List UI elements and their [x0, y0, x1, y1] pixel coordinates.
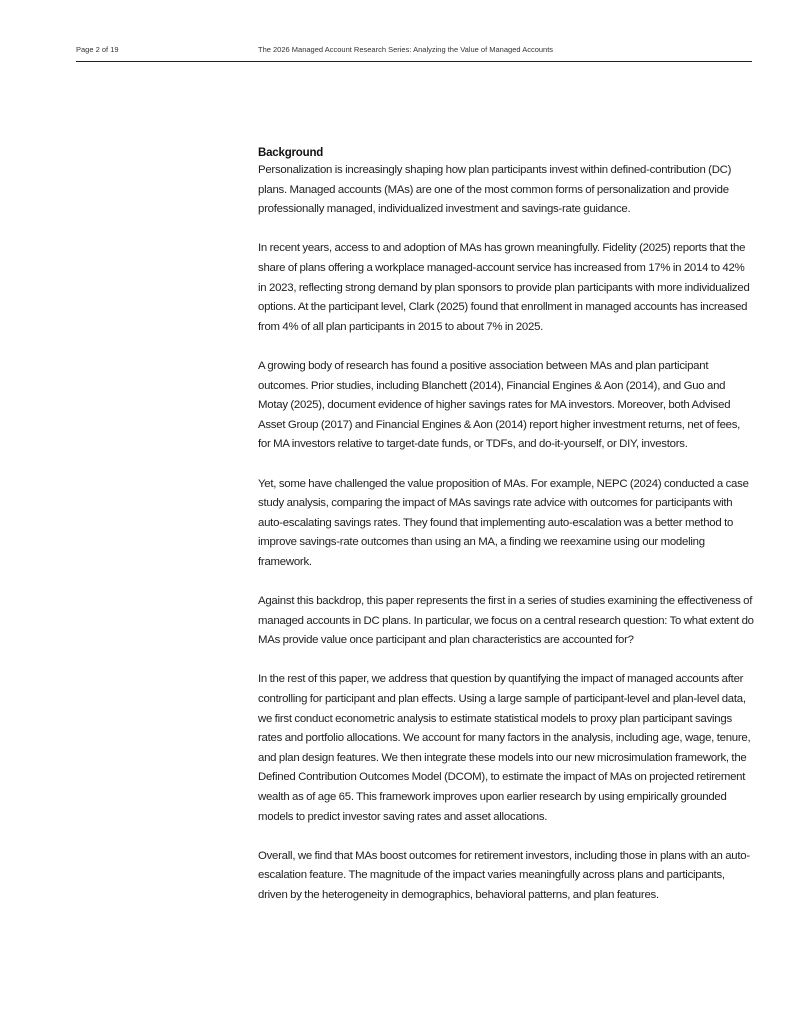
section-heading: Background — [258, 147, 324, 159]
main-content — [258, 146, 754, 925]
paragraph-findings: Overall, we find that MAs boost outcomes for retirement investors, including those in plans with an auto-escalation feature. The magnitude of the impact varies meaningfully across plans and participants, driven by the heterogeneity in demographics, behavioral patterns, and plan features. — [258, 849, 750, 901]
paragraph-challenges: Yet, some have challenged the value proposition of MAs. For example, NEPC (2024) conducted a case study analysis, comparing the impact of MAs savings rate advice with outcomes for participants with auto-escalating savings rates. They found that implementing auto-escalation was a better method to improve savings-rate outcomes than using an MA, a finding we reexamine using our modeling framework. — [258, 477, 749, 568]
paragraph-research: A growing body of research has found a positive association between MAs and plan participant outcomes. Prior studies, including Blanchett (2014), Financial Engines & Aon (2014), and Guo and Motay (2025), document evidence of higher savings rates for MA investors. Moreover, both Advised Asset Group (2017) and Financial Engines & Aon (2014) report higher investment returns, net of fees, for MA investors relative to target-date funds, or TDFs, and do-it-yourself, or DIY, investors. — [258, 359, 741, 451]
paragraph-research-question: Against this backdrop, this paper represents the first in a series of studies examining the effectiveness of managed accounts in DC plans. In particular, we focus on a central research question: To what extent do MAs provide value once participant and plan characteristics are accounted for? — [258, 595, 754, 647]
paragraph-adoption: In recent years, access to and adoption of MAs has grown meaningfully. Fidelity (2025) reports that the share of plans offering a workplace managed-account service has increased from 17% in 2014 to 42% in 2023, reflecting strong demand by plan sponsors to provide plan participants with more individualized options. At the participant level, Clark (2025) found that enrollment in managed accounts has increased from 4% of all plan participants in 2015 to about 7% in 2025. — [258, 242, 750, 333]
paragraph-personalization: Personalization is increasingly shaping how plan participants invest within defined-contribution (DC) plans. Managed accounts (MAs) are one of the most common forms of personalization and provide professionally managed, individualized investment and savings-rate guidance. — [258, 164, 732, 216]
paragraph-methodology: In the rest of this paper, we address that question by quantifying the impact of managed accounts after controlling for participant and plan effects. Using a large sample of participant-level and plan-level data, we first conduct econometric analysis to estimate statistical models to proxy plan participant savings rates and portfolio allocations. We account for many factors in the analysis, including age, wage, tenure, and plan design features. We then integrate these models into our new microsimulation framework, the Defined Contribution Outcomes Model (DCOM), to estimate the impact of MAs on projected retirement wealth as of age 65. This framework improves upon earlier research by using empirically grounded models to predict investor saving rates and asset allocations. — [258, 673, 751, 823]
page-number: Page 2 of 19 — [76, 45, 119, 54]
running-header-title: The 2026 Managed Account Research Series: Analyzing the Value of Managed Accounts — [258, 45, 554, 54]
page-header — [76, 43, 752, 62]
